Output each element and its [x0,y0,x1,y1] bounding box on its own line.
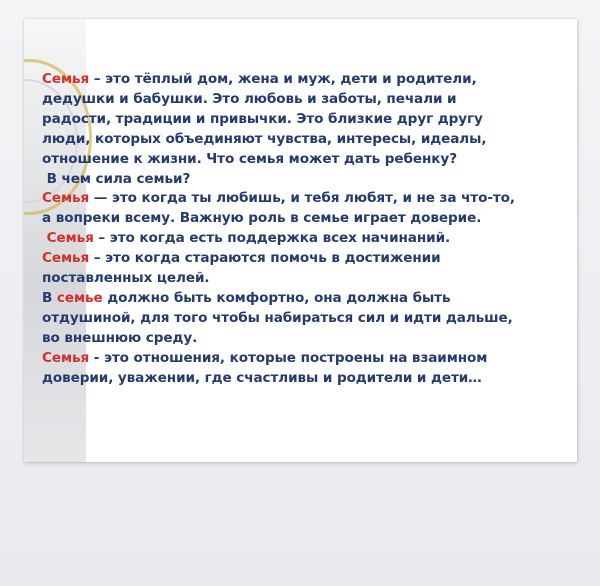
highlight-word: Семья [42,71,90,87]
line-text: В чем сила семьи? [42,170,191,187]
text-line [42,349,562,369]
line-text: поставленных целей. [42,270,210,287]
line-text: – это когда есть поддержка всех начинаний. [93,230,451,247]
line-text: отдушиной, для того чтобы набираться сил и идти дальше, [42,309,513,326]
line-text: а вопреки всему. Важную роль в семье играет доверие. [42,210,482,227]
line-prefix: В [42,289,57,306]
highlight-word: Семья [42,250,90,267]
text-line [42,170,562,190]
text-line [42,269,562,289]
line-text: радости, традиции и привычки. Это близкие друг другу [42,110,483,127]
text-line [42,329,562,349]
line-text: должно быть комфортно, она должна быть [102,289,451,306]
text-line [42,150,562,170]
line-text: - это отношения, которые построены на взаимном [89,349,488,366]
line-text: во внешнюю среду. [42,329,198,346]
text-line [42,110,562,130]
text-line [42,130,562,150]
line-text: доверии, уважении, где счастливы и родители и дети… [42,369,482,386]
highlight-word: Семья [42,349,90,366]
text-line [42,189,562,209]
highlight-word: Семья [46,230,94,247]
highlight-word: Семья [42,190,90,207]
text-line [42,229,562,249]
text-line [42,249,562,269]
text-line [42,70,562,90]
line-text: – это тёплый дом, жена и муж, дети и родители, [89,71,477,87]
line-text: дедушки и бабушки. Это любовь и заботы, печали и [42,90,457,107]
text-line [42,309,562,329]
text-line [42,90,562,110]
text-line [42,289,562,309]
line-text: отношение к жизни. Что семья может дать ребенку? [42,150,457,167]
slide [24,19,577,462]
highlight-word: семье [56,289,103,306]
line-text: — это когда ты любишь, и тебя любят, и не за что-то, [89,190,515,207]
slide-text [42,70,562,389]
text-line [42,369,562,389]
line-text: – это когда стараются помочь в достижении [89,250,441,267]
line-text: люди, которых объединяют чувства, интересы, идеалы, [42,130,487,147]
text-line [42,209,562,229]
